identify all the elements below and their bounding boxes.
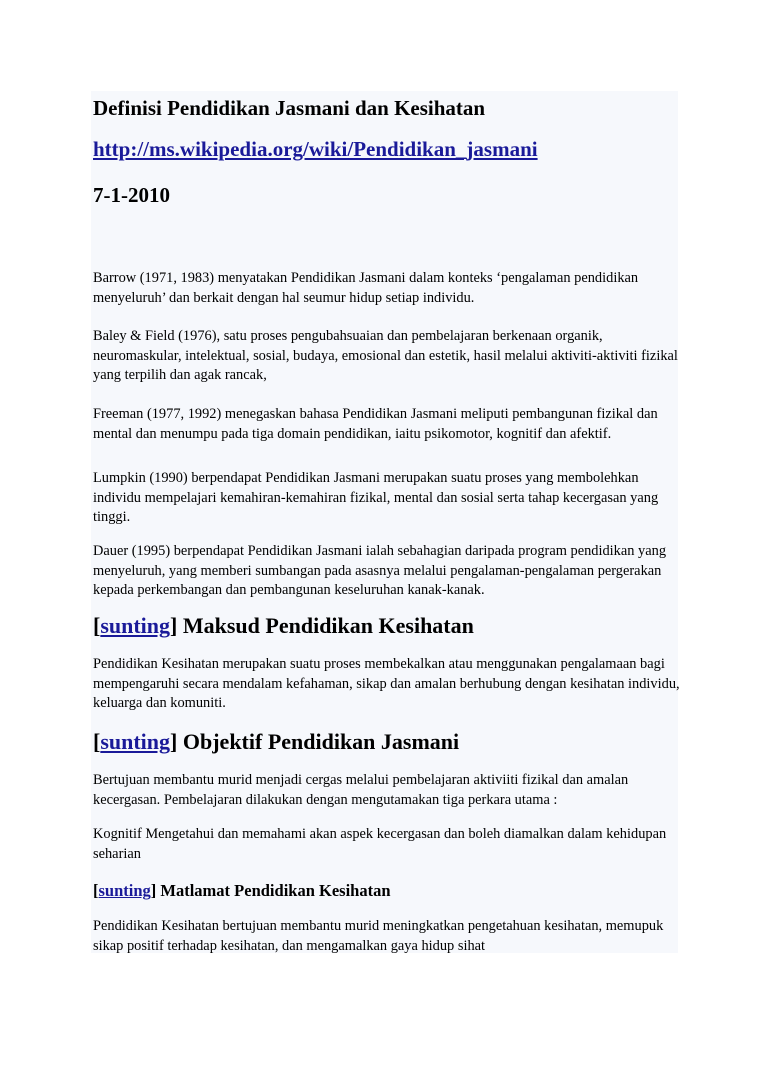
section-heading-objektif (93, 729, 459, 755)
section-heading-maksud (93, 613, 474, 639)
paragraph-baley-field: Baley & Field (1976), satu proses pengubahsuaian dan pembelajaran berkenaan organik, neuromaskular, intelektual, sosial, budaya, emosional dan estetik, hasil melalui aktiviti-aktiviti fizikal yang terpilih dan agak rancak, (93, 328, 678, 384)
edit-bracket-close: ] (170, 613, 178, 638)
paragraph-freeman: Freeman (1977, 1992) menegaskan bahasa Pendidikan Jasmani meliputi pembangunan fizikal dan mental dan menumpu pada tiga domain pendidikan, iaitu psikomotor, kognitif dan afektif. (93, 406, 658, 442)
paragraph-kognitif: Kognitif Mengetahui dan memahami akan aspek kecergasan dan boleh diamalkan dalam kehidupan seharian (93, 826, 667, 862)
edit-bracket-open: [ (93, 881, 99, 900)
edit-link-maksud[interactable]: sunting (100, 613, 171, 638)
document-content (91, 91, 678, 953)
edit-bracket-open: [ (93, 613, 101, 638)
page-title: Definisi Pendidikan Jasmani dan Kesihatan (93, 96, 486, 120)
section-title-objektif: Objektif Pendidikan Jasmani (182, 729, 460, 754)
paragraph-maksud: Pendidikan Kesihatan merupakan suatu proses membekalkan atau menggunakan pengalamaan bagi mempengaruhi secara mendalam kefahaman, sikap dan amalan berhubung dengan kesihatan individu, keluarga dan komuniti. (93, 656, 680, 712)
paragraph-barrow: Barrow (1971, 1983) menyatakan Pendidikan Jasmani dalam konteks ‘pengalaman pendidikan menyeluruh’ dan berkait dengan hal seumur hidup setiap individu. (93, 270, 639, 306)
section-heading-matlamat (93, 881, 391, 901)
edit-bracket-open: [ (93, 729, 101, 754)
edit-link-matlamat[interactable]: sunting (98, 881, 151, 900)
paragraph-objektif: Bertujuan membantu murid menjadi cergas melalui pembelajaran aktiviiti fizikal dan amalan kecergasan. Pembelajaran dilakukan dengan mengutamakan tiga perkara utama : (93, 772, 629, 808)
source-url-link[interactable]: http://ms.wikipedia.org/wiki/Pendidikan_jasmani (93, 137, 538, 161)
edit-bracket-close: ] (170, 729, 178, 754)
paragraph-matlamat: Pendidikan Kesihatan bertujuan membantu murid meningkatkan pengetahuan kesihatan, memupuk sikap positif terhadap kesihatan, dan mengamalkan gaya hidup sihat (93, 918, 664, 954)
section-title-maksud: Maksud Pendidikan Kesihatan (182, 613, 474, 638)
date-label: 7-1-2010 (93, 183, 170, 207)
paragraph-lumpkin: Lumpkin (1990) berpendapat Pendidikan Jasmani merupakan suatu proses yang membolehkan individu mempelajari kemahiran-kemahiran fizikal, mental dan sosial serta tahap kecergasan yang tinggi. (93, 470, 659, 526)
paragraph-dauer: Dauer (1995) berpendapat Pendidikan Jasmani ialah sebahagian daripada program pendidikan yang menyeluruh, yang memberi sumbangan pada asasnya melalui pengalaman-pengalaman pergerakan kepada perkembangan dan pembangunan keseluruhan kanak-kanak. (93, 543, 667, 599)
edit-link-objektif[interactable]: sunting (100, 729, 171, 754)
edit-bracket-close: ] (150, 881, 157, 900)
section-title-matlamat: Matlamat Pendidikan Kesihatan (160, 881, 391, 900)
